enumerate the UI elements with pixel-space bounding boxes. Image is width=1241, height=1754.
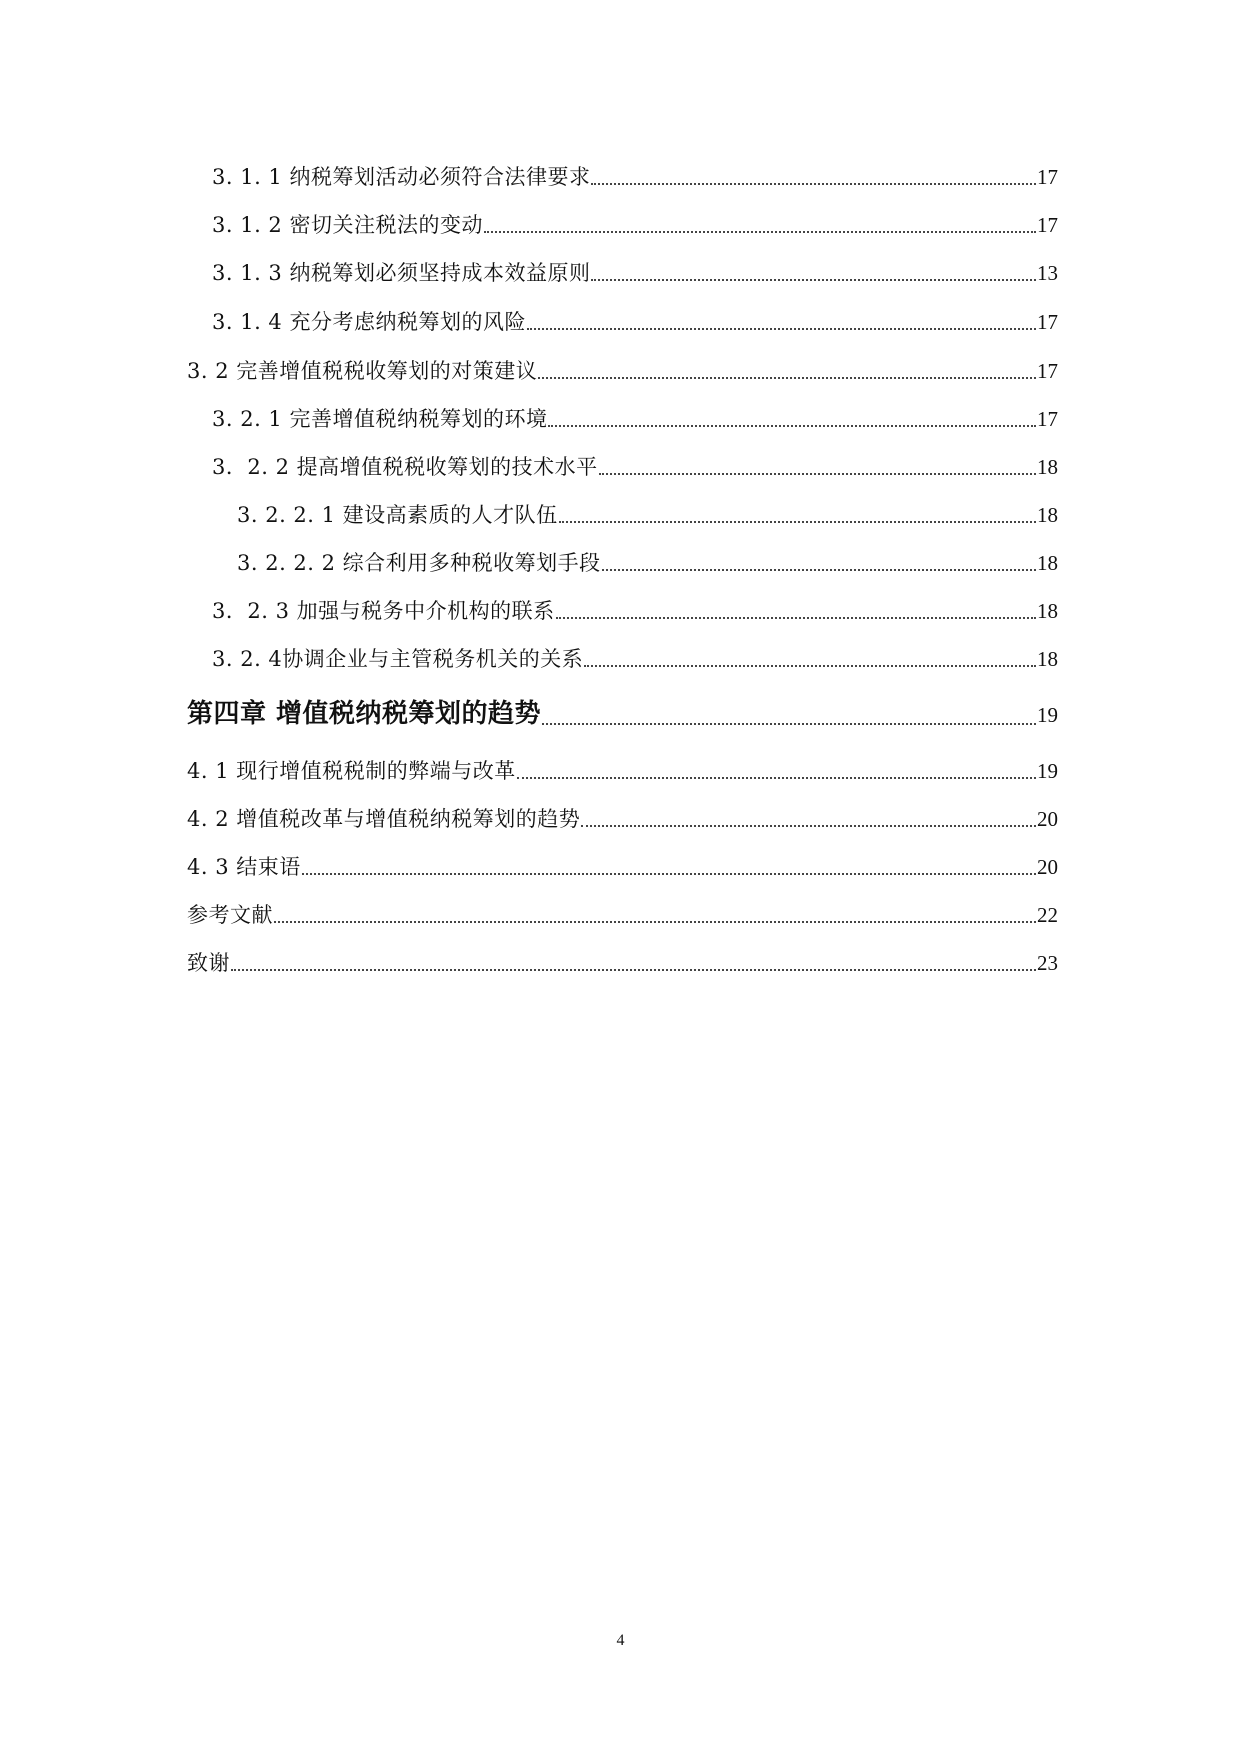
dot-leader [484,231,1036,233]
dot-leader [584,665,1036,667]
toc-entry-page-number: 18 [1037,503,1058,527]
toc-entry-label: 4. 3 结束语 [187,855,301,879]
dot-leader [274,921,1036,923]
toc-entry-page-number: 13 [1037,261,1058,285]
toc-entry-label: 参考文献 [187,903,273,927]
toc-chapter-label: 第四章 增值税纳税筹划的趋势 [187,699,542,729]
toc-entry-3-2-4[interactable] [212,645,1058,673]
toc-entry-page-number: 18 [1037,551,1058,575]
toc-entry-page-number: 17 [1037,310,1058,334]
toc-entry-label: 3. 1. 2 密切关注税法的变动 [212,213,483,237]
toc-entry-label: 3. 1. 1 纳税筹划活动必须符合法律要求 [212,165,591,189]
toc-entry-acknowledgements[interactable] [187,949,1058,977]
toc-entry-4-2[interactable] [187,805,1058,833]
dot-leader [591,183,1036,185]
toc-entry-label: 3. 1. 3 纳税筹划必须坚持成本效益原则 [212,261,591,285]
toc-entry-page-number: 17 [1037,407,1058,431]
toc-entry-page-number: 18 [1037,647,1058,671]
toc-entry-label: 3. 2. 1 完善增值税纳税筹划的环境 [212,407,548,431]
dot-leader [517,777,1036,779]
toc-entry-3-1-2[interactable] [212,211,1058,239]
toc-entry-page-number: 22 [1037,903,1058,927]
toc-entry-label: 3. 2 完善增值税税收筹划的对策建议 [187,359,538,383]
toc-entry-page-number: 23 [1037,951,1058,975]
dot-leader [599,473,1036,475]
dot-leader [231,969,1036,971]
dot-leader [538,377,1036,379]
toc-entry-3-2-2-2[interactable] [237,549,1058,577]
toc-entry-4-1[interactable] [187,757,1058,785]
toc-entry-3-1-3[interactable] [212,259,1058,287]
toc-entry-page-number: 18 [1037,455,1058,479]
toc-entry-label: 3．2. 3 加强与税务中介机构的联系 [212,599,555,623]
toc-entry-label: 3. 2. 2. 1 建设高素质的人才队伍 [237,503,558,527]
toc-entry-page-number: 20 [1037,855,1058,879]
toc-entry-chapter-4[interactable] [187,697,1058,731]
toc-entry-3-2-3[interactable] [212,597,1058,625]
toc-entry-label: 4. 2 增值税改革与增值税纳税筹划的趋势 [187,807,581,831]
toc-entry-label: 3. 2. 4协调企业与主管税务机关的关系 [212,647,584,671]
toc-entry-3-1-4[interactable] [212,308,1058,336]
dot-leader [302,873,1036,875]
toc-entry-label: 致谢 [187,951,230,975]
toc-entry-page-number: 19 [1037,703,1058,727]
toc-entry-page-number: 17 [1037,359,1058,383]
toc-entry-label: 3. 2. 2. 2 综合利用多种税收筹划手段 [237,551,601,575]
toc-entry-3-2-2[interactable] [212,453,1058,481]
toc-entry-3-2-2-1[interactable] [237,501,1058,529]
toc-entry-references[interactable] [187,901,1058,929]
dot-leader [602,569,1036,571]
page-number: 4 [616,1632,625,1649]
toc-entry-page-number: 17 [1037,165,1058,189]
dot-leader [591,279,1036,281]
toc-entry-page-number: 17 [1037,213,1058,237]
toc-entry-page-number: 19 [1037,759,1058,783]
toc-entry-label: 4. 1 现行增值税税制的弊端与改革 [187,759,516,783]
toc-entry-3-1-1[interactable] [212,163,1058,191]
dot-leader [542,723,1036,725]
dot-leader [581,825,1036,827]
dot-leader [548,425,1036,427]
dot-leader [527,328,1036,330]
toc-entry-page-number: 20 [1037,807,1058,831]
toc-entry-label: 3. 1. 4 充分考虑纳税筹划的风险 [212,310,526,334]
toc-entry-page-number: 18 [1037,599,1058,623]
toc-entry-3-2-1[interactable] [212,405,1058,433]
toc-entry-3-2[interactable] [187,357,1058,385]
toc-entry-4-3[interactable] [187,853,1058,881]
dot-leader [556,617,1036,619]
dot-leader [559,521,1036,523]
toc-entry-label: 3．2. 2 提高增值税税收筹划的技术水平 [212,455,598,479]
